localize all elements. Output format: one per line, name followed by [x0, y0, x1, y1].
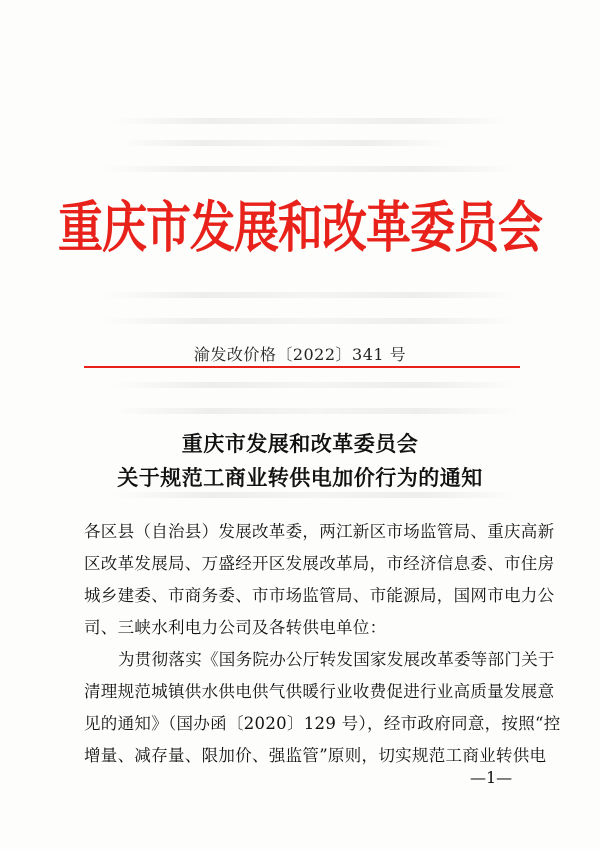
bleed-through-mark — [120, 140, 450, 146]
body-line: 司、三峡水利电力公司及各转供电单位： — [84, 618, 387, 637]
organization-header-title: 重庆市发展和改革委员会 — [57, 195, 542, 260]
document-number: 渝发改价格〔2022〕341 号 — [193, 345, 407, 364]
body-line: 增量、减存量、限加价、强监管”原则，切实规范工商业转供电 — [84, 746, 547, 765]
body-line: 见的通知》（国办函〔2020〕129 号），经市政府同意，按照“控 — [84, 714, 561, 733]
bleed-through-mark — [100, 166, 520, 172]
red-separator-line — [84, 366, 520, 368]
bleed-through-mark — [110, 118, 510, 124]
body-line: 各区县（自治县）发展改革委，两江新区市场监管局、重庆高新 — [84, 522, 555, 541]
bleed-through-mark — [110, 408, 520, 414]
body-line: 区改革发展局、万盛经开区发展改革局，市经济信息委、市住房 — [84, 554, 555, 573]
notice-title-line-2: 关于规范工商业转供电加价行为的通知 — [117, 465, 483, 490]
bleed-through-mark — [100, 318, 520, 324]
body-line: 清理规范城镇供水供电供气供暖行业收费促进行业高质量发展意 — [84, 682, 555, 701]
bleed-through-mark — [110, 382, 520, 388]
page-number: —1— — [470, 768, 513, 787]
body-line: 为贯彻落实《国务院办公厅转发国家发展改革委等部门关于 — [118, 650, 555, 669]
bleed-through-mark — [110, 492, 520, 498]
bleed-through-mark — [100, 292, 520, 298]
body-line: 城乡建委、市商务委、市市场监管局、市能源局，国网市电力公 — [84, 586, 555, 605]
notice-title-line-1: 重庆市发展和改革委员会 — [181, 431, 419, 456]
